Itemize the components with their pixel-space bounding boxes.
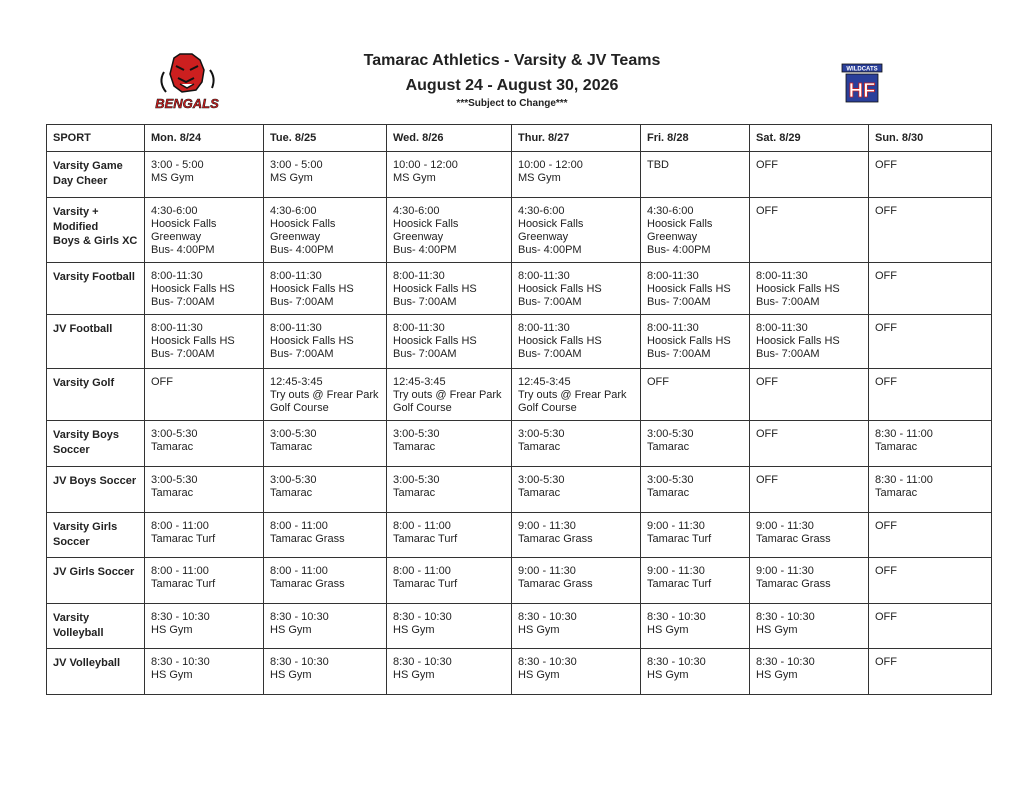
schedule-cell-line: Golf Course (518, 402, 577, 414)
schedule-cell-line: 9:00 - 11:30 (647, 565, 705, 577)
schedule-cell-line: Tamarac Turf (393, 578, 458, 590)
schedule-cell-line: Tamarac (151, 487, 194, 499)
sport-name-cell (47, 513, 145, 558)
schedule-cell-line: OFF (756, 205, 778, 217)
wildcats-wordmark: WILDCATS (846, 66, 878, 73)
schedule-cell (512, 315, 641, 369)
schedule-cell-line: OFF (875, 565, 897, 577)
schedule-cell-line: 8:00 - 11:00 (151, 565, 209, 577)
schedule-cell-line: Bus- 7:00AM (518, 348, 582, 360)
schedule-cell-line: MS Gym (393, 172, 436, 184)
schedule-cell (264, 513, 387, 558)
schedule-cell-line: 8:30 - 10:30 (647, 656, 706, 668)
schedule-cell-line: 9:00 - 11:30 (518, 565, 576, 577)
sport-name-line: Varsity + (53, 206, 99, 218)
schedule-cell-line: Hoosick Falls HS (518, 283, 602, 295)
table-row (47, 649, 992, 695)
schedule-cell (869, 315, 992, 369)
schedule-cell (641, 604, 750, 649)
table-row (47, 369, 992, 421)
column-header-day: Fri. 8/28 (641, 125, 750, 152)
schedule-cell-line: 8:30 - 10:30 (270, 611, 329, 623)
schedule-cell (145, 421, 264, 467)
schedule-cell-line: Hoosick Falls HS (393, 283, 477, 295)
schedule-cell-line: Tamarac (875, 487, 918, 499)
schedule-cell-line: 8:00-11:30 (647, 322, 699, 334)
column-header-day: Sun. 8/30 (869, 125, 992, 152)
schedule-cell-line: OFF (875, 159, 897, 171)
schedule-cell (264, 558, 387, 604)
schedule-cell-line: Hoosick Falls HS (756, 283, 840, 295)
sport-name-cell (47, 649, 145, 695)
schedule-cell-line: OFF (875, 322, 897, 334)
schedule-cell-line: Bus- 7:00AM (647, 348, 711, 360)
schedule-cell-line: Hoosick Falls (151, 218, 217, 230)
schedule-cell-line: Tamarac (647, 441, 690, 453)
schedule-cell-line: Bus- 7:00AM (756, 348, 820, 360)
schedule-cell-line: Tamarac Grass (518, 533, 593, 545)
schedule-cell-line: OFF (875, 205, 897, 217)
schedule-cell (641, 649, 750, 695)
schedule-cell-line: 8:30 - 10:30 (518, 656, 577, 668)
schedule-cell-line: 10:00 - 12:00 (518, 159, 583, 171)
sport-name-line: JV Football (53, 323, 113, 335)
schedule-cell-line: 9:00 - 11:30 (518, 520, 576, 532)
schedule-cell-line: Bus- 7:00AM (393, 348, 457, 360)
schedule-cell-line: MS Gym (151, 172, 194, 184)
schedule-cell-line: Golf Course (393, 402, 452, 414)
schedule-cell-line: 8:00 - 11:00 (393, 520, 451, 532)
schedule-cell (264, 198, 387, 263)
schedule-cell-line: Bus- 4:00PM (518, 244, 582, 256)
hf-monogram: HF (848, 80, 876, 102)
schedule-cell-line: 3:00-5:30 (647, 428, 694, 440)
schedule-cell-line: Hoosick Falls HS (393, 335, 477, 347)
schedule-cell (512, 263, 641, 315)
column-header-day: Sat. 8/29 (750, 125, 869, 152)
schedule-cell-line: Bus- 7:00AM (270, 296, 334, 308)
schedule-cell-line: 8:30 - 10:30 (393, 656, 452, 668)
schedule-cell-line: 8:30 - 10:30 (151, 656, 210, 668)
schedule-cell (264, 315, 387, 369)
schedule-cell (512, 513, 641, 558)
schedule-cell-line: Tamarac (647, 487, 690, 499)
sport-name-cell (47, 558, 145, 604)
schedule-cell-line: Greenway (518, 231, 569, 243)
schedule-cell-line: HS Gym (270, 624, 312, 636)
schedule-cell (512, 558, 641, 604)
schedule-cell (264, 369, 387, 421)
schedule-cell-line: 8:00 - 11:00 (270, 565, 328, 577)
schedule-cell-line: 3:00-5:30 (270, 474, 317, 486)
schedule-cell-line: OFF (875, 611, 897, 623)
column-header-sport: SPORT (47, 125, 145, 152)
schedule-cell-line: 4:30-6:00 (518, 205, 565, 217)
schedule-cell (750, 263, 869, 315)
schedule-cell-line: 3:00-5:30 (151, 428, 198, 440)
schedule-cell (750, 421, 869, 467)
table-row (47, 467, 992, 513)
table-row (47, 263, 992, 315)
sport-name-line: Volleyball (53, 626, 104, 639)
schedule-cell-line: MS Gym (270, 172, 313, 184)
schedule-cell-line: Greenway (151, 231, 202, 243)
schedule-cell (145, 198, 264, 263)
schedule-cell-line: Hoosick Falls HS (647, 335, 731, 347)
schedule-cell-line: OFF (756, 159, 778, 171)
schedule-cell-line: OFF (647, 376, 669, 388)
schedule-cell (641, 558, 750, 604)
schedule-cell-line: Hoosick Falls HS (151, 283, 235, 295)
schedule-cell-line: Bus- 4:00PM (151, 244, 215, 256)
schedule-cell (512, 649, 641, 695)
schedule-cell (641, 152, 750, 198)
schedule-cell-line: Bus- 7:00AM (270, 348, 334, 360)
schedule-cell-line: Hoosick Falls (518, 218, 584, 230)
schedule-cell-line: Hoosick Falls HS (647, 283, 731, 295)
schedule-cell-line: Tamarac Turf (151, 533, 216, 545)
schedule-cell-line: 8:00-11:30 (393, 322, 445, 334)
schedule-cell-line: HS Gym (393, 669, 435, 681)
schedule-cell (641, 421, 750, 467)
schedule-cell-line: 3:00-5:30 (518, 428, 565, 440)
schedule-cell-line: 8:30 - 10:30 (518, 611, 577, 623)
column-header-day: Wed. 8/26 (387, 125, 512, 152)
schedule-cell (264, 649, 387, 695)
schedule-cell-line: Tamarac Grass (518, 578, 593, 590)
schedule-cell-line: Greenway (393, 231, 444, 243)
schedule-cell-line: HS Gym (756, 624, 798, 636)
schedule-cell (750, 513, 869, 558)
schedule-cell (145, 558, 264, 604)
schedule-cell-line: 3:00-5:30 (393, 428, 440, 440)
schedule-cell-line: 3:00-5:30 (393, 474, 440, 486)
schedule-cell (512, 421, 641, 467)
schedule-cell-line: 4:30-6:00 (647, 205, 694, 217)
column-header-day: Tue. 8/25 (264, 125, 387, 152)
schedule-cell-line: Tamarac (875, 441, 918, 453)
schedule-cell-line: Bus- 4:00PM (647, 244, 711, 256)
schedule-cell (387, 604, 512, 649)
schedule-cell (145, 315, 264, 369)
schedule-cell (264, 263, 387, 315)
schedule-cell-line: Hoosick Falls HS (756, 335, 840, 347)
header-row (47, 125, 992, 152)
schedule-cell-line: 8:30 - 10:30 (393, 611, 452, 623)
schedule-cell-line: 8:00-11:30 (151, 270, 203, 282)
sport-name-line: Modified (53, 220, 99, 233)
schedule-cell (869, 604, 992, 649)
schedule-cell-line: 3:00-5:30 (647, 474, 694, 486)
schedule-cell-line: HS Gym (647, 624, 689, 636)
sport-name-line: Varsity Girls (53, 521, 118, 533)
schedule-cell-line: 8:00-11:30 (393, 270, 445, 282)
sport-name-line: Soccer (53, 535, 90, 548)
schedule-cell-line: 8:30 - 10:30 (756, 611, 815, 623)
sport-name-line: Varsity (53, 612, 90, 624)
sport-name-cell (47, 369, 145, 421)
sport-name-line: Day Cheer (53, 174, 108, 187)
schedule-cell-line: OFF (756, 428, 778, 440)
schedule-cell (641, 263, 750, 315)
schedule-cell-line: 3:00-5:30 (518, 474, 565, 486)
schedule-cell (641, 513, 750, 558)
schedule-cell (387, 513, 512, 558)
schedule-cell (869, 558, 992, 604)
schedule-cell-line: OFF (756, 376, 778, 388)
schedule-cell (641, 369, 750, 421)
schedule-cell-line: 8:30 - 11:00 (875, 428, 933, 440)
sport-name-line: Boys & Girls XC (53, 235, 138, 247)
schedule-cell (512, 467, 641, 513)
table-row (47, 315, 992, 369)
schedule-cell-line: 8:00 - 11:00 (393, 565, 451, 577)
schedule-cell-line: Bus- 7:00AM (151, 348, 215, 360)
schedule-cell-line: Tamarac (393, 487, 436, 499)
schedule-cell (512, 369, 641, 421)
schedule-cell-line: Bus- 4:00PM (393, 244, 457, 256)
schedule-cell-line: Golf Course (270, 402, 329, 414)
table-row (47, 421, 992, 467)
schedule-cell (145, 649, 264, 695)
schedule-cell-line: Tamarac Grass (756, 533, 831, 545)
schedule-cell-line: 8:00-11:30 (518, 322, 570, 334)
schedule-cell-line: Try outs @ Frear Park (518, 389, 627, 401)
schedule-cell-line: HS Gym (647, 669, 689, 681)
schedule-cell-line: Hoosick Falls (270, 218, 336, 230)
schedule-cell (750, 369, 869, 421)
sport-name-cell (47, 315, 145, 369)
schedule-cell-line: Tamarac Turf (647, 533, 712, 545)
sport-name-cell (47, 198, 145, 263)
sport-name-line: Soccer (53, 443, 90, 456)
schedule-cell-line: Bus- 4:00PM (270, 244, 334, 256)
schedule-cell-line: 10:00 - 12:00 (393, 159, 458, 171)
schedule-cell-line: 3:00 - 5:00 (270, 159, 323, 171)
subject-to-change-note: ***Subject to Change*** (456, 98, 568, 109)
schedule-cell (750, 315, 869, 369)
page-title: Tamarac Athletics - Varsity & JV Teams (363, 52, 661, 69)
table-row (47, 604, 992, 649)
schedule-cell (387, 369, 512, 421)
schedule-cell (512, 604, 641, 649)
schedule-cell-line: 4:30-6:00 (393, 205, 440, 217)
schedule-cell (387, 649, 512, 695)
schedule-cell-line: 12:45-3:45 (518, 376, 571, 388)
schedule-cell (145, 152, 264, 198)
schedule-cell-line: HS Gym (393, 624, 435, 636)
schedule-cell (145, 263, 264, 315)
schedule-cell (145, 604, 264, 649)
sport-name-cell (47, 421, 145, 467)
schedule-cell (869, 513, 992, 558)
schedule-cell-line: HS Gym (756, 669, 798, 681)
schedule-cell-line: OFF (875, 376, 897, 388)
table-row (47, 152, 992, 198)
bengals-wordmark: BENGALS (155, 96, 219, 111)
schedule-cell-line: Tamarac (518, 441, 561, 453)
schedule-cell-line: Hoosick Falls (393, 218, 459, 230)
schedule-cell-line: 8:30 - 11:00 (875, 474, 933, 486)
schedule-cell (387, 421, 512, 467)
schedule-cell-line: 9:00 - 11:30 (647, 520, 705, 532)
schedule-cell-line: 3:00-5:30 (270, 428, 317, 440)
schedule-cell (387, 263, 512, 315)
schedule-cell-line: 8:00-11:30 (647, 270, 699, 282)
schedule-cell-line: 12:45-3:45 (393, 376, 446, 388)
schedule-cell (145, 467, 264, 513)
schedule-cell-line: Hoosick Falls HS (270, 335, 354, 347)
schedule-cell (869, 421, 992, 467)
schedule-cell-line: TBD (647, 159, 669, 171)
schedule-cell-line: HS Gym (518, 624, 560, 636)
schedule-cell-line: 12:45-3:45 (270, 376, 323, 388)
schedule-cell-line: 4:30-6:00 (270, 205, 317, 217)
schedule-cell-line: HS Gym (518, 669, 560, 681)
schedule-cell-line: HS Gym (270, 669, 312, 681)
schedule-cell (512, 152, 641, 198)
schedule-cell (387, 198, 512, 263)
schedule-cell (641, 315, 750, 369)
column-header-day: Mon. 8/24 (145, 125, 264, 152)
schedule-cell-line: Tamarac (393, 441, 436, 453)
schedule-cell-line: 8:00 - 11:00 (151, 520, 209, 532)
schedule-cell-line: 8:00-11:30 (270, 322, 322, 334)
schedule-cell-line: Tamarac (270, 441, 313, 453)
schedule-cell-line: Hoosick Falls HS (518, 335, 602, 347)
schedule-cell-line: OFF (875, 270, 897, 282)
schedule-cell (750, 558, 869, 604)
schedule-cell-line: Bus- 7:00AM (756, 296, 820, 308)
schedule-cell-line: 3:00 - 5:00 (151, 159, 204, 171)
sport-name-cell (47, 604, 145, 649)
schedule-cell (387, 558, 512, 604)
schedule-cell-line: 8:00-11:30 (151, 322, 203, 334)
schedule-cell-line: 8:00-11:30 (270, 270, 322, 282)
schedule-cell (869, 467, 992, 513)
schedule-cell-line: Greenway (647, 231, 698, 243)
schedule-cell-line: 8:30 - 10:30 (270, 656, 329, 668)
sport-name-cell (47, 152, 145, 198)
schedule-cell (512, 198, 641, 263)
schedule-cell-line: OFF (875, 520, 897, 532)
schedule-cell (750, 467, 869, 513)
schedule-cell-line: 8:00 - 11:00 (270, 520, 328, 532)
schedule-cell-line: OFF (756, 474, 778, 486)
schedule-cell (641, 467, 750, 513)
schedule-cell (264, 421, 387, 467)
schedule-cell-line: Tamarac Turf (151, 578, 216, 590)
schedule-cell-line: 9:00 - 11:30 (756, 565, 814, 577)
schedule-cell-line: Try outs @ Frear Park (393, 389, 502, 401)
sport-name-line: Varsity Game (53, 160, 123, 172)
schedule-cell (264, 467, 387, 513)
schedule-cell (641, 198, 750, 263)
sport-name-cell (47, 467, 145, 513)
schedule-cell-line: 8:30 - 10:30 (647, 611, 706, 623)
schedule-cell (145, 513, 264, 558)
schedule-cell (264, 152, 387, 198)
schedule-cell-line: 8:30 - 10:30 (756, 656, 815, 668)
schedule-cell (387, 315, 512, 369)
table-row (47, 198, 992, 263)
schedule-cell (750, 198, 869, 263)
schedule-cell-line: Tamarac Turf (647, 578, 712, 590)
column-header-day: Thur. 8/27 (512, 125, 641, 152)
sport-name-line: Varsity Boys (53, 429, 120, 441)
schedule-cell-line: OFF (151, 376, 173, 388)
sport-name-line: JV Boys Soccer (53, 475, 137, 487)
schedule-cell-line: 8:00-11:30 (756, 270, 808, 282)
schedule-cell-line: OFF (875, 656, 897, 668)
schedule-cell (869, 198, 992, 263)
schedule-cell-line: HS Gym (151, 624, 193, 636)
schedule-cell-line: Hoosick Falls HS (151, 335, 235, 347)
schedule-cell-line: Tamarac Grass (756, 578, 831, 590)
schedule-cell-line: Tamarac (270, 487, 313, 499)
schedule-cell-line: Tamarac Turf (393, 533, 458, 545)
schedule-cell (387, 152, 512, 198)
schedule-cell-line: MS Gym (518, 172, 561, 184)
schedule-cell-line: Tamarac Grass (270, 578, 345, 590)
schedule-cell (387, 467, 512, 513)
schedule-cell-line: Hoosick Falls HS (270, 283, 354, 295)
schedule-cell-line: 9:00 - 11:30 (756, 520, 814, 532)
schedule-cell-line: 8:30 - 10:30 (151, 611, 210, 623)
table-row (47, 558, 992, 604)
sport-name-line: JV Girls Soccer (53, 566, 135, 578)
schedule-cell (869, 369, 992, 421)
sport-name-line: Varsity Football (53, 271, 135, 283)
schedule-cell-line: 3:00-5:30 (151, 474, 198, 486)
schedule-cell-line: Hoosick Falls (647, 218, 713, 230)
sport-name-cell (47, 263, 145, 315)
schedule-cell-line: Bus- 7:00AM (151, 296, 215, 308)
schedule-cell-line: Bus- 7:00AM (393, 296, 457, 308)
schedule-cell (750, 649, 869, 695)
schedule-cell (264, 604, 387, 649)
schedule-cell-line: Bus- 7:00AM (518, 296, 582, 308)
schedule-cell-line: Tamarac Grass (270, 533, 345, 545)
schedule-cell-line: Tamarac (151, 441, 194, 453)
schedule-cell-line: 8:00-11:30 (518, 270, 570, 282)
schedule-cell (145, 369, 264, 421)
schedule-cell (750, 152, 869, 198)
schedule-cell (869, 152, 992, 198)
schedule-cell (750, 604, 869, 649)
schedule-cell (869, 263, 992, 315)
sport-name-line: JV Volleyball (53, 657, 121, 669)
date-range: August 24 - August 30, 2026 (405, 77, 619, 94)
schedule-cell-line: Tamarac (518, 487, 561, 499)
schedule-cell-line: HS Gym (151, 669, 193, 681)
schedule-cell (869, 649, 992, 695)
schedule-cell-line: Bus- 7:00AM (647, 296, 711, 308)
table-row (47, 513, 992, 558)
sport-name-line: Varsity Golf (53, 377, 115, 389)
schedule-cell-line: Try outs @ Frear Park (270, 389, 379, 401)
schedule-cell-line: Greenway (270, 231, 321, 243)
schedule-cell-line: 4:30-6:00 (151, 205, 198, 217)
schedule-cell-line: 8:00-11:30 (756, 322, 808, 334)
schedule-table (46, 124, 992, 695)
